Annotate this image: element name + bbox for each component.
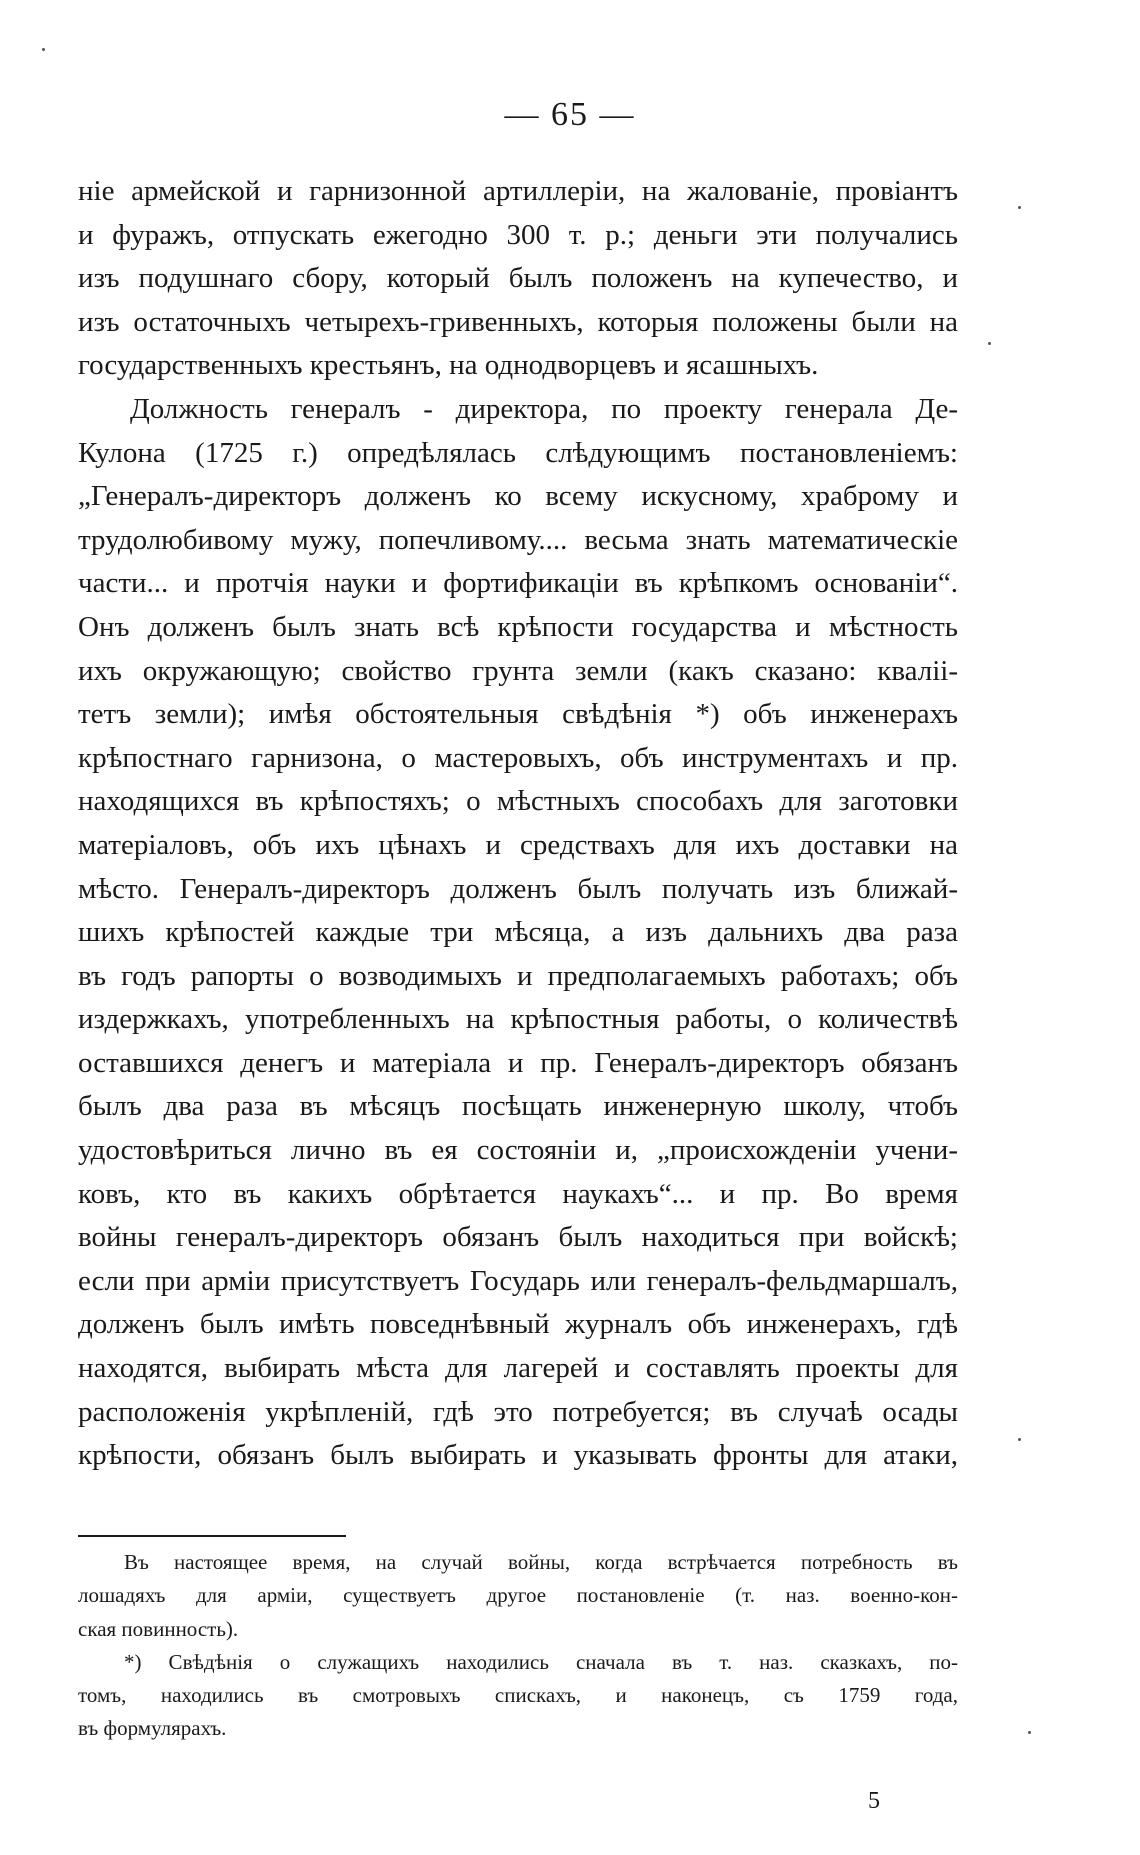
text-line: части... и протчія науки и фортификаціи въ крѣпкомъ основаніи“. xyxy=(78,567,958,600)
text-line: государственныхъ крестьянъ, на однодворцевъ и ясашныхъ. xyxy=(78,349,819,382)
text-line: войны генералъ-директоръ обязанъ былъ находиться при войскѣ; xyxy=(78,1221,958,1254)
footnote-line: въ формулярахъ. xyxy=(78,1716,227,1741)
scan-speck xyxy=(42,48,45,51)
text-line: находятся, выбирать мѣста для лагерей и составлять проекты для xyxy=(78,1352,958,1385)
text-line: Онъ долженъ былъ знать всѣ крѣпости государства и мѣстность xyxy=(78,610,958,643)
text-line: изъ остаточныхъ четырехъ-гривенныхъ, которыя положены были на xyxy=(78,305,958,338)
text-line: изъ подушнаго сбору, который былъ положенъ на купечество, и xyxy=(78,262,958,295)
text-line: издержкахъ, употребленныхъ на крѣпостныя работы, о количествѣ xyxy=(78,1003,958,1036)
footnote-rule xyxy=(78,1535,346,1537)
text-line: ковъ, кто въ какихъ обрѣтается наукахъ“... и пр. Во время xyxy=(78,1177,958,1210)
text-line: и фуражъ, отпускать ежегодно 300 т. р.; деньги эти получались xyxy=(78,218,958,251)
text-line: крѣпостнаго гарнизона, о мастеровыхъ, объ инструментахъ и пр. xyxy=(78,741,958,774)
footnote-line: *) Свѣдѣнія о служащихъ находились сначала въ т. наз. сказкахъ, по- xyxy=(124,1649,958,1674)
text-line: ніе армейской и гарнизонной артиллеріи, на жалованіе, провіантъ xyxy=(78,175,958,207)
text-line: находящихся въ крѣпостяхъ; о мѣстныхъ способахъ для заготовки xyxy=(78,785,958,818)
text-line: удостовѣриться лично въ ея состояніи и, „происхожденіи учени- xyxy=(78,1134,958,1167)
signature-mark: 5 xyxy=(868,1788,880,1814)
scan-speck xyxy=(1018,206,1021,209)
text-line: крѣпости, обязанъ былъ выбирать и указывать фронты для атаки, xyxy=(78,1439,958,1472)
scan-speck xyxy=(1028,1731,1031,1734)
text-line: былъ два раза въ мѣсяцъ посѣщать инженерную школу, чтобъ xyxy=(78,1090,958,1123)
footnote-line: ская повинность). xyxy=(78,1616,239,1641)
text-line: тетъ земли); имѣя обстоятельныя свѣдѣнія *) объ инженерахъ xyxy=(78,698,958,731)
text-line: матеріаловъ, объ ихъ цѣнахъ и средствахъ для ихъ доставки на xyxy=(78,828,958,861)
text-line: ихъ окружающую; свойство грунта земли (какъ сказано: кваліі- xyxy=(78,654,958,687)
footnote-line: томъ, находились въ смотровыхъ спискахъ, и наконецъ, съ 1759 года, xyxy=(78,1683,958,1708)
text-line: шихъ крѣпостей каждые три мѣсяца, а изъ дальнихъ два раза xyxy=(78,916,958,949)
footnote-line: лошадяхъ для арміи, существуетъ другое постановленіе (т. наз. военно-кон- xyxy=(78,1583,958,1608)
text-line: оставшихся денегъ и матеріала и пр. Генералъ-директоръ обязанъ xyxy=(78,1046,958,1079)
page-number: — 65 — xyxy=(504,96,636,133)
text-line: въ годъ рапорты о возводимыхъ и предполагаемыхъ работахъ; объ xyxy=(78,959,958,992)
text-line: „Генералъ-директоръ долженъ ко всему искусному, храброму и xyxy=(78,480,958,513)
footnotes xyxy=(78,1546,958,1746)
scan-speck xyxy=(1018,1438,1021,1441)
text-line: мѣсто. Генералъ-директоръ долженъ былъ получать изъ ближай- xyxy=(78,872,958,905)
text-line: Кулона (1725 г.) опредѣлялась слѣдующимъ постановленіемъ: xyxy=(78,436,958,469)
text-line: Должность генералъ - директора, по проекту генерала Де- xyxy=(130,392,958,425)
text-line: долженъ былъ имѣть повседнѣвный журналъ объ инженерахъ, гдѣ xyxy=(78,1308,958,1341)
text-line: трудолюбивому мужу, попечливому.... весьма знать математическіе xyxy=(78,523,958,556)
footnote-line: Въ настоящее время, на случай войны, когда встрѣчается потребность въ xyxy=(124,1550,958,1574)
text-line: если при арміи присутствуетъ Государь или генералъ-фельдмаршалъ, xyxy=(78,1264,958,1297)
main-text xyxy=(78,170,958,1478)
scan-speck xyxy=(988,342,991,345)
text-line: расположенія укрѣпленій, гдѣ это потребуется; въ случаѣ осады xyxy=(78,1395,958,1428)
